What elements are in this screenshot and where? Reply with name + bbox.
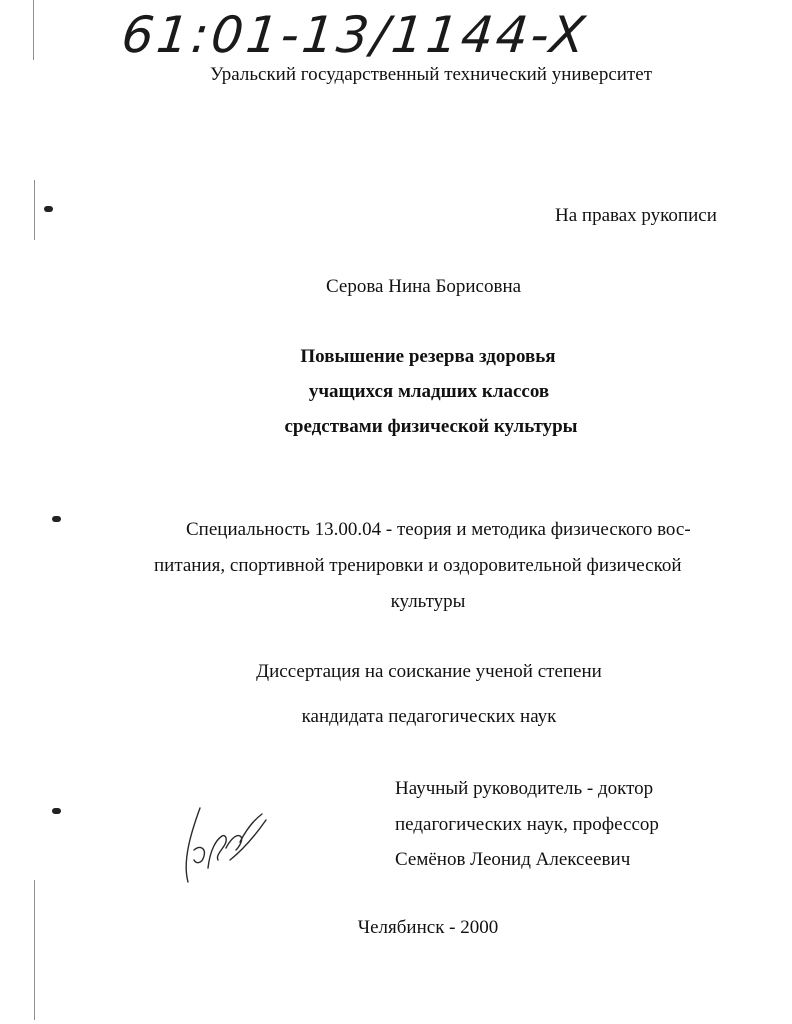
place-year: Челябинск - 2000 (357, 917, 499, 938)
degree-line: Диссертация на соискание ученой степени (256, 661, 602, 682)
specialty-line: культуры (390, 591, 466, 612)
title-line: средствами физической культуры (284, 416, 578, 437)
scan-margin-line (33, 0, 34, 60)
supervisor-line: педагогических наук, профессор (395, 814, 659, 835)
signature (170, 790, 280, 900)
title-line: Повышение резерва здоровья (300, 346, 556, 367)
scan-dot (52, 516, 61, 522)
supervisor-line: Научный руководитель - доктор (395, 778, 654, 799)
scan-dot (52, 808, 61, 814)
title-line: учащихся младших классов (308, 381, 550, 402)
author-name: Серова Нина Борисовна (326, 276, 522, 297)
manuscript-note: На правах рукописи (555, 205, 717, 226)
specialty-line: питания, спортивной тренировки и оздоровительной физической (154, 555, 682, 576)
degree-line: кандидата педагогических наук (301, 706, 557, 727)
scan-margin-line (34, 180, 35, 240)
archive-code-handwritten: 61:01-13/1144-X (118, 6, 591, 64)
supervisor-line: Семёнов Леонид Алексеевич (395, 849, 631, 870)
specialty-line: Специальность 13.00.04 - теория и методика физического вос- (186, 519, 691, 540)
scan-dot (44, 206, 53, 212)
scan-margin-line (34, 880, 35, 1020)
university-name: Уральский государственный технический университет (209, 64, 652, 85)
